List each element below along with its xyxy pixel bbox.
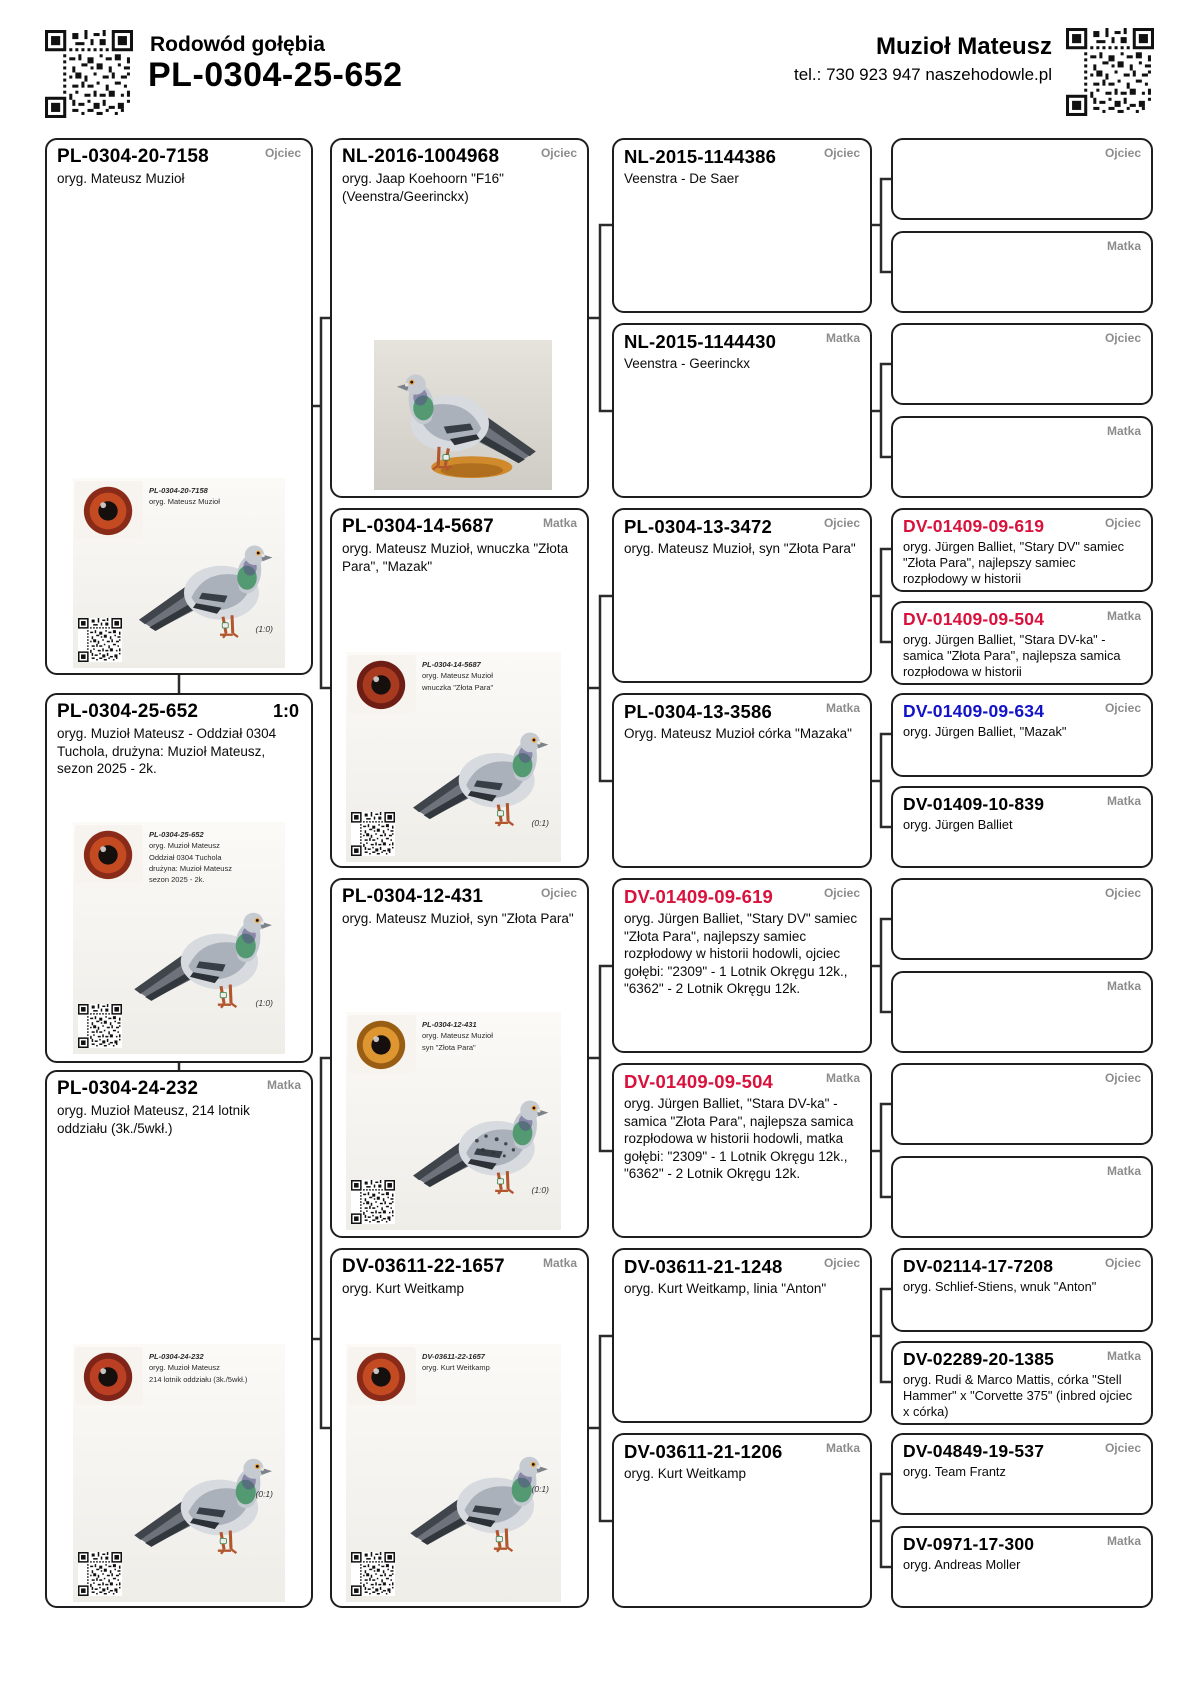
pedigree-box-father [45,138,313,675]
photo-caption: PL-0304-12-431 oryg. Mateusz Muzioł syn "Złota Para" [422,1020,493,1052]
pedigree-note: oryg. Jürgen Balliet, "Stara DV-ka" - samica "Złota Para", najlepsza samica rozpłodowa w historii [903,632,1121,679]
pigeon-image [407,718,559,832]
pedigree-note: oryg. Team Frantz [903,1464,1006,1479]
pedigree-box-gen4-7 [891,693,1153,777]
parent-role-label: Ojciec [540,146,577,160]
score-note: (0:1) [531,1483,549,1494]
parent-role-label: Matka [1106,1534,1141,1548]
subject-ring-title: PL-0304-25-652 [148,56,403,94]
pedigree-note: oryg. Rudi & Marco Mattis, córka "Stell Hammer" x "Corvette 375" (inbred ojciec x córka) [903,1372,1133,1419]
pedigree-note: Veenstra - Geerinckx [624,356,751,371]
pedigree-note: oryg. Muzioł Mateusz, 214 lotnik oddziału (3k./5wkł.) [57,1103,250,1136]
ring-number: DV-03611-21-1206 [624,1441,783,1462]
pedigree-box-gen4-5 [891,508,1153,592]
breeder-contact: tel.: 730 923 947 naszehodowle.pl [793,65,1052,84]
parent-role-label: Ojciec [1104,1441,1141,1455]
parent-role-label: Matka [1106,1349,1141,1363]
pedigree-box-gen4-3 [891,323,1153,405]
pedigree-note: oryg. Jürgen Balliet, "Stara DV-ka" - samica "Złota Para", najlepsza samica rozpłodowa w historii hodowli, matka gołębi: "2309" - 1 Lotnik Okręgu 12k., "6362" - 2 Lotnik Okręgu 12k. [624,1096,854,1182]
parent-role-label: Ojciec [264,146,301,160]
ring-number: PL-0304-13-3586 [624,701,773,722]
pedigree-box-gen4-8 [891,786,1153,868]
pigeon-eye-photo [348,1347,416,1405]
photo-caption: PL-0304-20-7158 oryg. Mateusz Muzioł [149,486,220,507]
parent-role-label: Ojciec [1104,886,1141,900]
parent-role-label: Matka [1106,424,1141,438]
ring-number: DV-03611-22-1657 [342,1256,505,1277]
pedigree-note: oryg. Jaap Koehoorn "F16" (Veenstra/Geerinckx) [342,171,504,204]
pedigree-box-gen2-4 [330,1248,589,1608]
score-note: (0:1) [531,818,549,829]
ring-number: DV-01409-09-504 [624,1071,774,1092]
pedigree-note: oryg. Jürgen Balliet [903,817,1013,832]
parent-role-label: Matka [1106,609,1141,623]
parent-role-label: Matka [825,1441,860,1455]
pigeon-eye-photo [75,825,143,883]
ring-number: DV-01409-09-634 [903,701,1045,721]
parent-role-label: Ojciec [1104,1256,1141,1270]
score-note: (1:0) [531,1185,549,1196]
pedigree-box-gen4-13 [891,1248,1153,1332]
pedigree-box-gen4-16 [891,1526,1153,1608]
breeder-info [794,33,1052,85]
pigeon-eye-photo [348,655,416,713]
pedigree-note: oryg. Schlief-Stiens, wnuk "Anton" [903,1279,1097,1294]
photo-caption: PL-0304-24-232 oryg. Muzioł Mateusz 214 lotnik oddziału (3k./5wkł.) [149,1352,248,1384]
parent-role-label: Ojciec [1104,146,1141,160]
pedigree-note: oryg. Jürgen Balliet, "Stary DV" samiec "Złota Para", najlepszy samiec rozpłodowy w historii [903,539,1125,586]
parent-role-label: Matka [1106,794,1141,808]
pedigree-box-gen3-5 [612,878,872,1053]
pedigree-note: oryg. Mateusz Muzioł, wnuczka "Złota Para", "Mazak" [342,541,569,574]
parent-role-label: Matka [1106,1164,1141,1178]
pedigree-note: oryg. Andreas Moller [903,1557,1021,1572]
qr-code [351,812,395,856]
breeder-name: Muzioł Mateusz [875,33,1052,60]
ring-number: DV-01409-10-839 [903,794,1045,814]
qr-code [78,1004,122,1048]
pigeon-image [404,1442,559,1558]
parent-role-label: Ojciec [1104,701,1141,715]
parent-role-label: Matka [266,1078,301,1092]
pedigree-note: oryg. Muzioł Mateusz - Oddział 0304 Tuchola, drużyna: Muzioł Mateusz, sezon 2025 - 2k. [57,726,277,777]
pedigree-box-gen4-1 [891,138,1153,220]
pigeon-photo [346,652,561,862]
subject-score: 1:0 [272,701,299,721]
ring-number: NL-2016-1004968 [342,146,500,167]
parent-role-label: Matka [825,331,860,345]
parent-role-label: Ojciec [1104,516,1141,530]
pedigree-box-gen4-12 [891,1156,1153,1238]
pedigree-box-gen3-1 [612,138,872,313]
pedigree-note: oryg. Jürgen Balliet, "Stary DV" samiec "Złota Para", najlepszy samiec rozpłodowy w historii hodowli, ojciec gołębi: "2309" - 1 Lotnik Okręgu 12k., "6362" - 2 Lotnik Okręgu 12k. [624,911,858,997]
pedigree-note: oryg. Mateusz Muzioł, syn "Złota Para" [624,541,856,556]
ring-number: DV-02289-20-1385 [903,1349,1055,1369]
parent-role-label: Matka [1106,239,1141,253]
ring-number: DV-01409-09-619 [903,516,1045,536]
pigeon-photo [73,478,285,668]
ring-number: DV-01409-09-504 [903,609,1045,629]
pigeon-image [407,1086,559,1200]
photo-caption: PL-0304-25-652 oryg. Muzioł Mateusz Oddział 0304 Tuchola drużyna: Muzioł Mateusz sezon 2025 - 2k. [149,830,232,884]
parent-role-label: Ojciec [823,1256,860,1270]
pedigree-note: oryg. Mateusz Muzioł, syn "Złota Para" [342,911,574,926]
pedigree-box-gen4-6 [891,601,1153,685]
document-title: Rodowód gołębia [150,33,325,56]
ring-number: PL-0304-12-431 [342,886,484,907]
parent-role-label: Matka [825,1071,860,1085]
pigeon-eye-photo [75,1347,143,1405]
ring-number: PL-0304-14-5687 [342,516,494,537]
qr-code [351,1180,395,1224]
photo-caption: DV-03611-22-1657 oryg. Kurt Weitkamp [422,1352,490,1373]
parent-role-label: Ojciec [823,886,860,900]
qr-code [1066,28,1154,116]
parent-role-label: Ojciec [1104,1071,1141,1085]
ring-number: PL-0304-20-7158 [57,146,209,167]
qr-code [78,1552,122,1596]
pedigree-box-gen3-6 [612,1063,872,1238]
pedigree-note: Veenstra - De Saer [624,171,739,186]
score-note: (1:0) [255,623,273,634]
pedigree-box-gen3-2 [612,323,872,498]
ring-number: DV-02114-17-7208 [903,1256,1054,1276]
pedigree-note: oryg. Mateusz Muzioł [57,171,185,186]
pedigree-box-gen4-11 [891,1063,1153,1145]
pigeon-photo [374,340,552,490]
pedigree-note: oryg. Kurt Weitkamp [342,1281,465,1296]
pedigree-note: oryg. Jürgen Balliet, "Mazak" [903,724,1067,739]
parent-role-label: Ojciec [540,886,577,900]
pedigree-box-gen4-9 [891,878,1153,960]
ring-number: NL-2015-1144386 [624,146,777,167]
score-note: (1:0) [255,997,273,1008]
pedigree-box-gen3-3 [612,508,872,683]
pedigree-box-gen2-2 [330,508,589,868]
pedigree-box-gen4-10 [891,971,1153,1053]
pedigree-box-gen3-8 [612,1433,872,1608]
pedigree-note: oryg. Kurt Weitkamp [624,1466,747,1481]
ring-number: DV-0971-17-300 [903,1534,1035,1554]
score-note: (0:1) [255,1488,273,1499]
pedigree-note: Oryg. Mateusz Muzioł córka "Mazaka" [624,726,852,741]
pigeon-eye-photo [348,1015,416,1073]
ring-number: PL-0304-13-3472 [624,516,773,537]
pedigree-box-gen2-1 [330,138,589,498]
pedigree-box-gen4-15 [891,1433,1153,1515]
parent-role-label: Matka [542,516,577,530]
parent-role-label: Ojciec [1104,331,1141,345]
pigeon-photo [346,1344,561,1602]
pigeon-photo [73,1344,285,1602]
ring-number: DV-04849-19-537 [903,1441,1045,1461]
parent-role-label: Matka [825,701,860,715]
pedigree-box-gen4-4 [891,416,1153,498]
pedigree-box-subject [45,693,313,1063]
pedigree-box-gen3-4 [612,693,872,868]
pigeon-image [386,348,542,488]
ring-number: DV-01409-09-619 [624,886,774,907]
qr-code [78,618,122,662]
parent-role-label: Ojciec [823,146,860,160]
pedigree-box-gen3-7 [612,1248,872,1423]
parent-role-label: Ojciec [823,516,860,530]
ring-number: DV-03611-21-1248 [624,1256,783,1277]
pedigree-note: oryg. Kurt Weitkamp, linia "Anton" [624,1281,827,1296]
parent-role-label: Matka [1106,979,1141,993]
ring-number: PL-0304-24-232 [57,1078,199,1099]
qr-code [351,1552,395,1596]
parent-role-label: Matka [542,1256,577,1270]
pigeon-image [128,1444,283,1560]
pigeon-photo [73,822,285,1054]
ring-number: PL-0304-25-652 [57,701,199,722]
ring-number: NL-2015-1144430 [624,331,777,352]
pedigree-box-gen4-2 [891,231,1153,313]
pigeon-photo [346,1012,561,1230]
qr-code [45,30,133,118]
photo-caption: PL-0304-14-5687 oryg. Mateusz Muzioł wnuczka "Złota Para" [422,660,494,692]
pedigree-box-mother [45,1070,313,1608]
pedigree-box-gen4-14 [891,1341,1153,1425]
pedigree-box-gen2-3 [330,878,589,1238]
pigeon-image [128,898,283,1014]
